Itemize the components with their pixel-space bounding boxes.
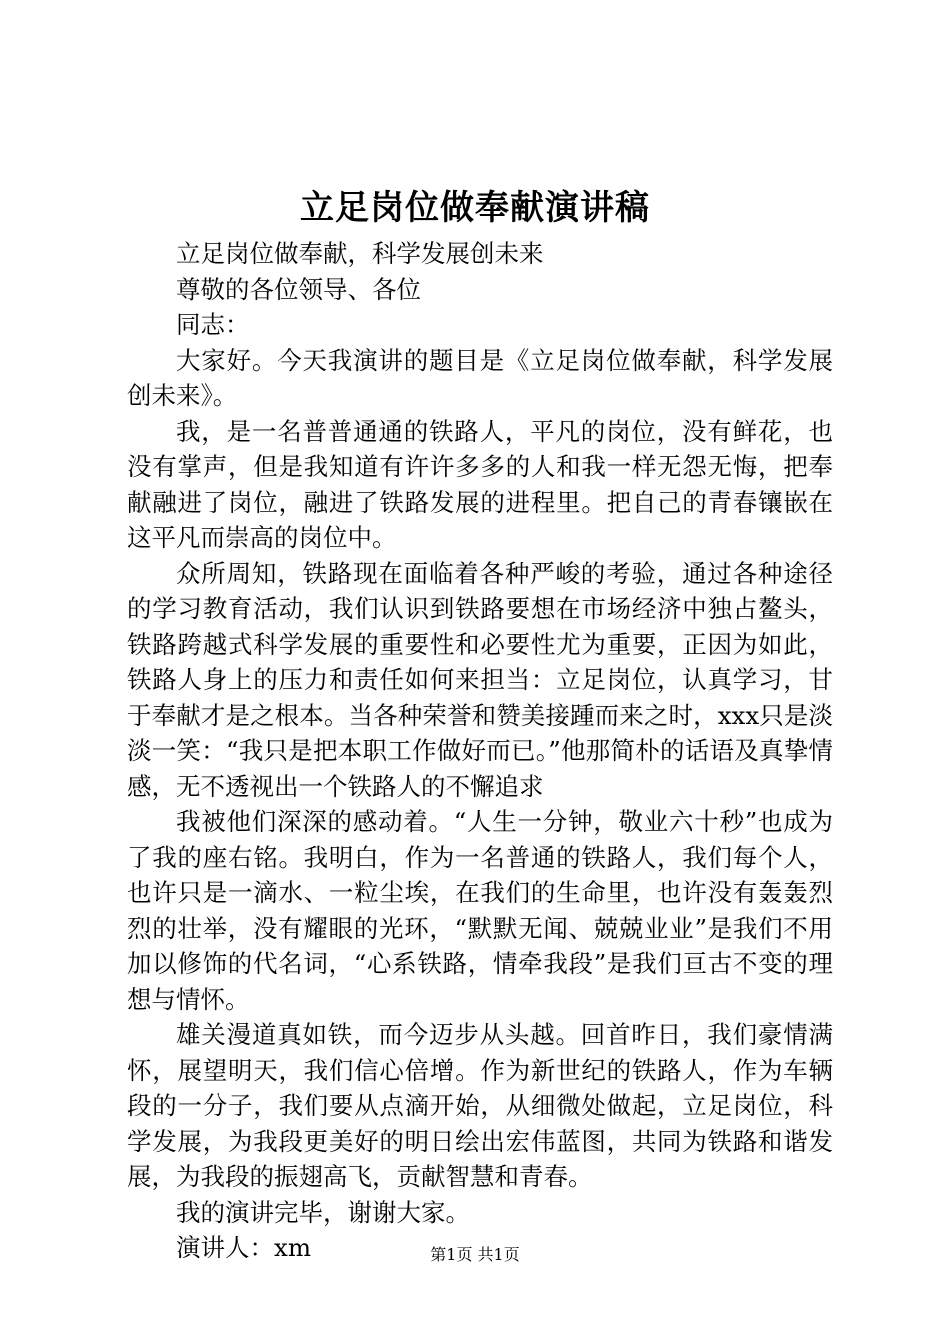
- salutation-continuation: 同志：: [176, 310, 250, 339]
- body-paragraph: 我，是一名普普通通的铁路人，平凡的岗位，没有鲜花，也没有掌声，但是我知道有许许多多的人和我一样无怨无悔，把奉献融进了岗位，融进了铁路发展的进程里。把自己的青春镶嵌在这平凡而崇高的岗位中。: [127, 416, 833, 552]
- subtitle-line: 立足岗位做奉献，科学发展创未来: [176, 239, 544, 268]
- document-title: 立足岗位做奉献演讲稿: [300, 188, 650, 228]
- closing-line: 我的演讲完毕，谢谢大家。: [176, 1197, 470, 1227]
- speaker-line: 演讲人：xm: [176, 1233, 312, 1262]
- page-number: 第1页 共1页: [430, 1245, 520, 1264]
- document-body: [127, 236, 833, 1266]
- body-paragraph: 我被他们深深的感动着。“人生一分钟，敬业六十秒”也成为了我的座右铭。我明白，作为一名普通的铁路人，我们每个人，也许只是一滴水、一粒尘埃，在我们的生命里，也许没有轰轰烈烈的壮举，没有耀眼的光环，“默默无闻、兢兢业业”是我们不用加以修饰的代名词，“心系铁路，情牵我段”是我们亘古不变的理想与情怀。: [127, 807, 833, 1014]
- salutation-line: 尊敬的各位领导、各位: [176, 274, 421, 304]
- body-paragraph: 雄关漫道真如铁，而今迈步从头越。回首昨日，我们豪情满怀，展望明天，我们信心倍增。作为新世纪的铁路人，作为车辆段的一分子，我们要从点滴开始，从细微处做起，立足岗位，科学发展，为我段更美好的明日绘出宏伟蓝图，共同为铁路和谐发展，为我段的振翅高飞，贡献智慧和青春。: [127, 1020, 833, 1191]
- body-paragraph: 众所周知，铁路现在面临着各种严峻的考验，通过各种途径的学习教育活动，我们认识到铁路要想在市场经济中独占鳌头，铁路跨越式科学发展的重要性和必要性尤为重要，正因为如此，铁路人身上的压力和责任如何来担当：立足岗位，认真学习，甘于奉献才是之根本。当各种荣誉和赞美接踵而来之时，xxx只是淡淡一笑：“我只是把本职工作做好而已。”他那简朴的话语及真挚情感，无不透视出一个铁路人的不懈追求: [127, 558, 833, 801]
- body-paragraph: 大家好。今天我演讲的题目是《立足岗位做奉献，科学发展创未来》。: [127, 345, 833, 410]
